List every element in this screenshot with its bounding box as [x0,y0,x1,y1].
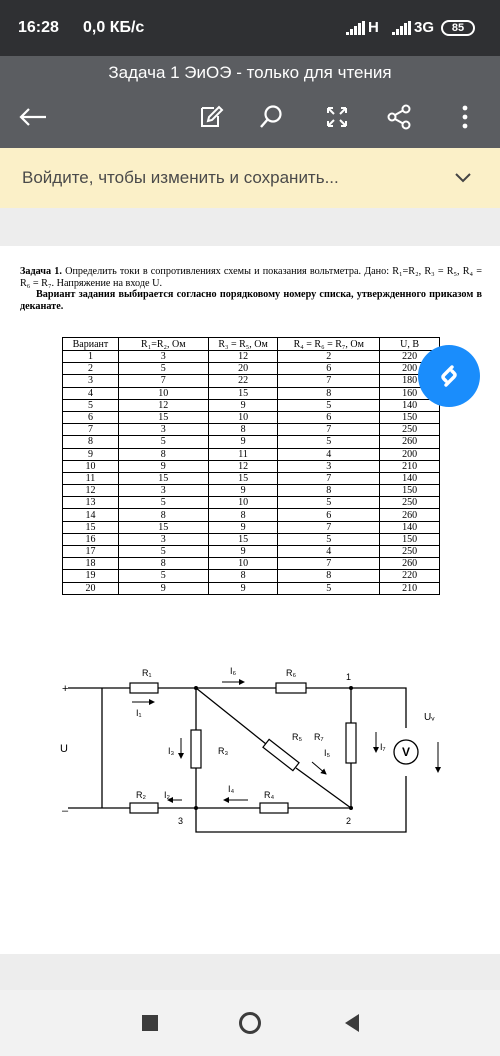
table-cell: 6 [278,509,380,521]
more-icon [461,104,469,130]
table-cell: 3 [118,424,208,436]
node-dot [349,686,353,690]
table-row [63,497,440,509]
table-cell: 9 [208,521,278,533]
label-r6: R₆ [286,668,297,678]
table-cell: 160 [380,387,440,399]
table-cell: 1 [63,351,119,363]
table-cell: 5 [278,436,380,448]
status-speed: 0,0 КБ/с [83,19,145,36]
table-row [63,570,440,582]
table-cell: 8 [278,387,380,399]
table-cell: 6 [278,411,380,423]
table-cell: 5 [118,546,208,558]
table-cell: 5 [118,363,208,375]
task-body: Определить токи в сопротивлениях схемы и показания вольтметра. Дано: R₁=R₂, R₃ = R₅, R₄ = R₆ = R₇. Напряжение на входе U. [20,266,482,289]
shazam-icon [431,358,467,394]
label-r5: R₅ [292,732,303,742]
label-minus: – [62,805,69,817]
label-i3: I₃ [168,746,175,756]
chevron-down-icon[interactable] [452,166,474,188]
table-cell: 5 [118,436,208,448]
table-cell: 210 [380,460,440,472]
fullscreen-icon [324,104,350,130]
table-cell: 7 [118,375,208,387]
table-cell: 12 [63,485,119,497]
label-i6: I₆ [230,666,237,676]
table-cell: 15 [208,533,278,545]
resistor-r1 [130,683,158,693]
table-cell: 180 [380,375,440,387]
resistor-r2 [130,803,158,813]
label-r3: R₃ [218,746,229,756]
table-cell: 13 [63,497,119,509]
table-cell: 5 [118,497,208,509]
table-cell: 5 [278,582,380,594]
back-button[interactable] [16,100,50,134]
more-button[interactable] [448,100,482,134]
table-cell: 9 [208,399,278,411]
table-cell: 10 [208,497,278,509]
table-cell: 4 [278,546,380,558]
status-bar [0,0,500,56]
label-i7: I₇ [380,742,386,752]
table-row [63,509,440,521]
table-cell: 8 [278,570,380,582]
table-cell: 7 [278,472,380,484]
node-dot [349,806,353,810]
network-type-2: 3G [414,19,435,36]
battery-icon: 85 [441,20,475,36]
edit-icon [198,104,224,130]
table-cell: 3 [278,460,380,472]
table-cell: 260 [380,436,440,448]
table-cell: 250 [380,546,440,558]
table-cell: 15 [208,472,278,484]
table-cell: 200 [380,448,440,460]
table-cell: 10 [118,387,208,399]
table-cell: 20 [63,582,119,594]
signal-icon [346,21,366,35]
table-cell: 250 [380,497,440,509]
share-button[interactable] [382,100,416,134]
table-row [63,485,440,497]
table-cell: 220 [380,570,440,582]
table-cell: 22 [208,375,278,387]
label-r1: R₁ [142,668,152,678]
table-row [63,558,440,570]
table-cell: 150 [380,485,440,497]
network-type-1: H [368,19,379,36]
table-cell: 260 [380,509,440,521]
table-cell: 10 [63,460,119,472]
table-cell: 2 [63,363,119,375]
variants-table [62,337,440,595]
table-cell: 5 [63,399,119,411]
table-cell: 15 [208,387,278,399]
table-row [63,521,440,533]
table-cell: 8 [208,424,278,436]
fullscreen-button[interactable] [320,100,354,134]
table-cell: 20 [208,363,278,375]
table-cell: 15 [63,521,119,533]
home-icon[interactable] [237,1010,263,1036]
table-cell: 10 [208,558,278,570]
label-u: U [60,743,68,755]
table-row [63,472,440,484]
table-cell: 17 [63,546,119,558]
table-cell: 7 [278,521,380,533]
system-nav-bar [0,990,500,1056]
sign-in-banner[interactable] [0,148,500,208]
document-title: Задача 1 ЭиОЭ - только для чтения [108,63,392,82]
app-bar [0,56,500,148]
col-header-r1r2: R₁=R₂, Ом [118,338,208,351]
table-cell: 9 [208,546,278,558]
label-r7: R₇ [314,732,324,742]
task-statement [20,266,482,289]
table-cell: 15 [118,472,208,484]
label-i5: I₅ [324,748,331,758]
col-header-r3r5: R₃ = R₅, Ом [208,338,278,351]
sign-in-text: Войдите, чтобы изменить и сохранить... [22,168,339,187]
table-cell: 18 [63,558,119,570]
table-cell: 5 [118,570,208,582]
table-cell: 2 [278,351,380,363]
table-cell: 11 [63,472,119,484]
table-cell: 15 [118,411,208,423]
shazam-floating-button[interactable] [418,345,480,407]
table-cell: 6 [63,411,119,423]
table-row [63,387,440,399]
table-cell: 210 [380,582,440,594]
table-cell: 150 [380,411,440,423]
label-r2: R₂ [136,790,146,800]
table-cell: 150 [380,533,440,545]
table-cell: 9 [208,582,278,594]
table-cell: 3 [118,485,208,497]
table-cell: 12 [118,399,208,411]
current-arrows [132,682,438,800]
table-cell: 4 [63,387,119,399]
label-node-1: 1 [346,672,352,682]
table-cell: 5 [278,497,380,509]
table-cell: 9 [118,582,208,594]
label-r4: R₄ [264,790,275,800]
table-cell: 3 [118,533,208,545]
table-cell: 6 [278,363,380,375]
voltmeter-symbol: V [401,745,411,759]
table-cell: 200 [380,363,440,375]
table-cell: 8 [118,558,208,570]
search-button[interactable] [254,100,288,134]
table-cell: 7 [278,424,380,436]
resistor-r5 [263,739,299,770]
table-cell: 9 [208,436,278,448]
table-header-row [63,338,440,351]
label-i1: I₁ [136,708,142,718]
table-cell: 12 [208,460,278,472]
label-uv: Uᵥ [424,712,435,723]
table-cell: 9 [63,448,119,460]
table-cell: 250 [380,424,440,436]
resistor-r4 [260,803,288,813]
table-row [63,533,440,545]
document-page [0,246,500,954]
table-cell: 14 [63,509,119,521]
table-cell: 140 [380,521,440,533]
resistor-r3 [191,730,201,768]
table-cell: 8 [118,448,208,460]
table-row [63,424,440,436]
table-row [63,582,440,594]
table-cell: 16 [63,533,119,545]
label-node-3: 3 [178,816,184,826]
table-cell: 8 [278,485,380,497]
label-i4: I₄ [228,784,235,794]
table-cell: 220 [380,351,440,363]
table-row [63,546,440,558]
table-cell: 8 [118,509,208,521]
table-cell: 140 [380,399,440,411]
table-cell: 11 [208,448,278,460]
table-cell: 140 [380,472,440,484]
table-cell: 260 [380,558,440,570]
col-header-r4r6r7: R₄ = R₆ = R₇, Ом [278,338,380,351]
label-i2: I₂ [164,790,170,800]
back-icon[interactable] [339,1010,365,1036]
table-cell: 9 [208,485,278,497]
label-node-2: 2 [346,816,352,826]
status-time: 16:28 [18,19,59,36]
task-text [20,266,482,312]
table-row [63,436,440,448]
table-cell: 5 [278,399,380,411]
table-row [63,411,440,423]
task-label: Задача 1. [20,266,62,277]
node-dot [194,686,198,690]
edit-button[interactable] [194,100,228,134]
table-cell: 5 [278,533,380,545]
table-cell: 8 [208,509,278,521]
search-icon [258,104,284,130]
share-icon [386,104,412,130]
table-row [63,399,440,411]
table-cell: 4 [278,448,380,460]
signal-icon-2 [392,21,412,35]
table-row [63,460,440,472]
resistor-r6 [276,683,306,693]
table-row [63,375,440,387]
label-plus: + [62,683,69,695]
variant-instruction: Вариант задания выбирается согласно порядковому номеру списка, утвержденного приказом в деканате. [20,289,482,312]
col-header-u: U, В [380,338,440,351]
table-cell: 15 [118,521,208,533]
table-cell: 7 [278,375,380,387]
table-row [63,448,440,460]
back-arrow-icon [18,107,48,127]
table-cell: 7 [63,424,119,436]
table-cell: 19 [63,570,119,582]
table-cell: 12 [208,351,278,363]
table-cell: 10 [208,411,278,423]
table-cell: 9 [118,460,208,472]
table-cell: 7 [278,558,380,570]
table-cell: 8 [63,436,119,448]
resistor-r7 [346,723,356,763]
node-dot [194,806,198,810]
table-cell: 8 [208,570,278,582]
table-row [63,363,440,375]
table-cell: 3 [118,351,208,363]
col-header-variant: Вариант [63,338,119,351]
table-row [63,351,440,363]
recent-apps-icon[interactable] [137,1010,163,1036]
circuit-diagram [50,658,460,848]
table-cell: 3 [63,375,119,387]
